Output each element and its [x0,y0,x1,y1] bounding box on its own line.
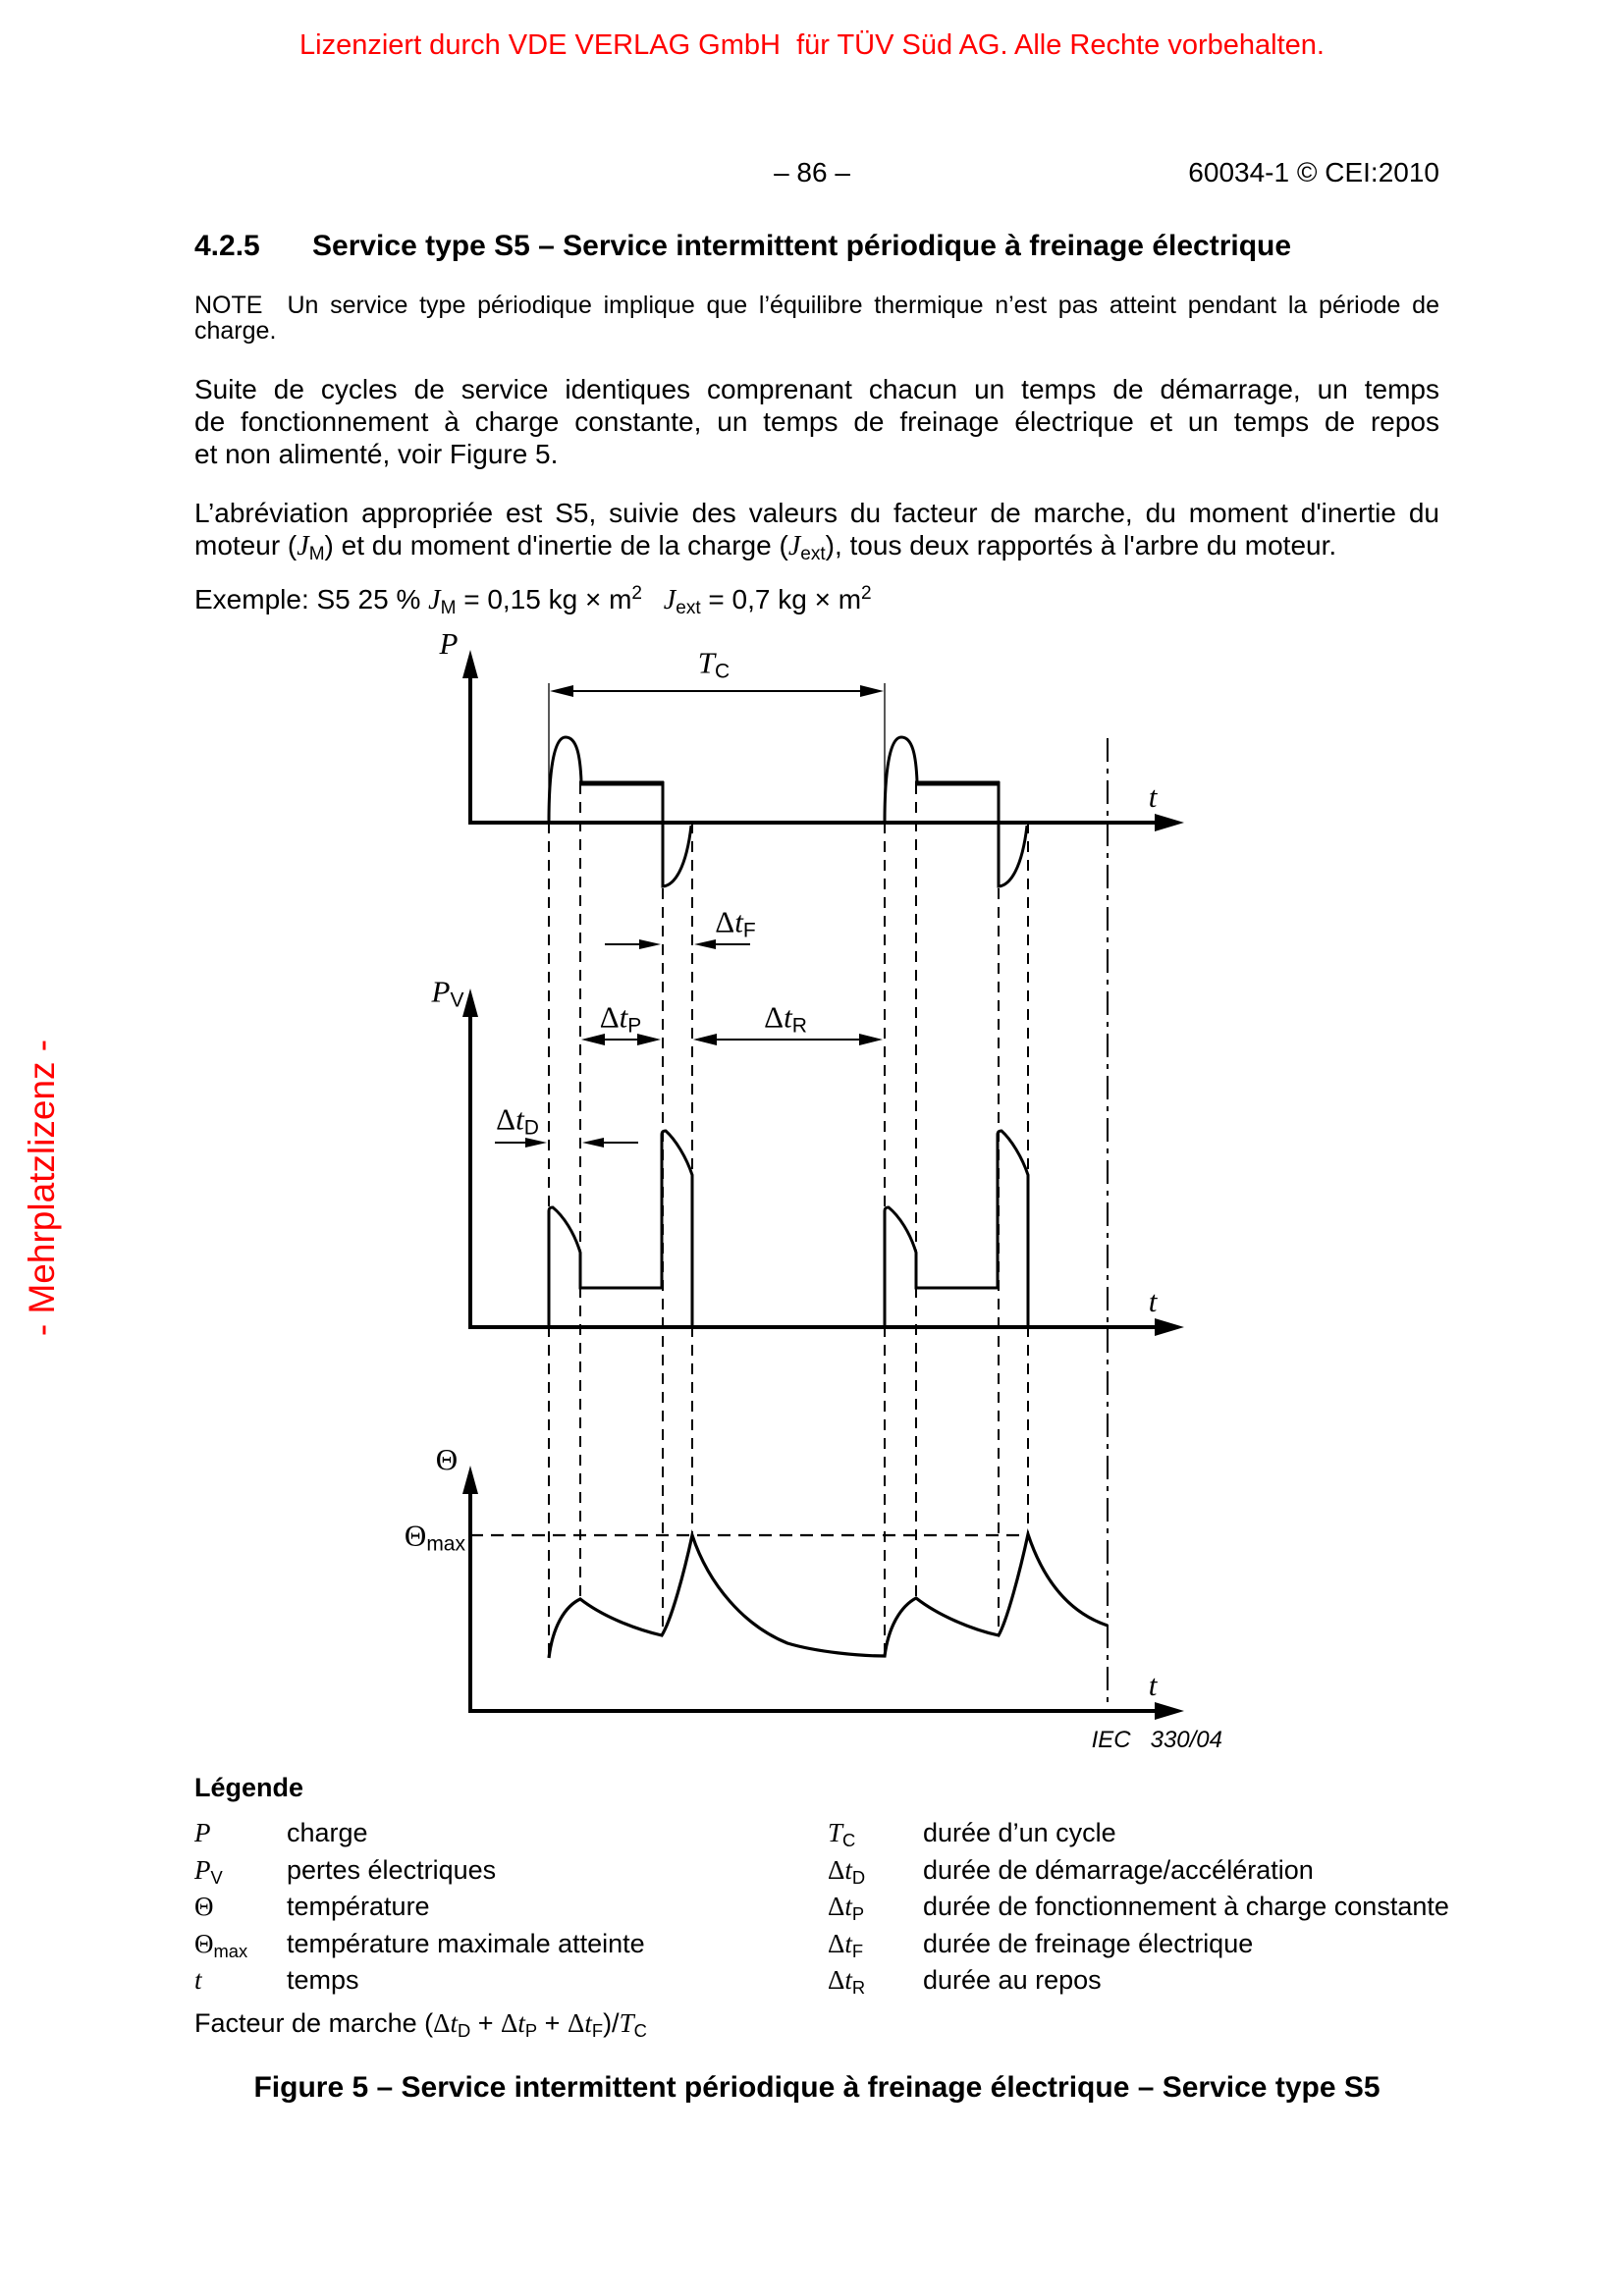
dtd-arrowhead-right [582,1138,604,1148]
pv-y-axis-arrowhead [462,988,478,1017]
legend-symbol: $\Delta t_R$ [828,1965,866,1999]
pv-x-axis-arrowhead [1155,1318,1184,1336]
legend-symbol: P [194,1818,211,1847]
dtf-arrowhead-right [694,939,716,949]
legend-row [828,1929,1449,1966]
dtd-label: $\Delta t_D$ [496,1101,539,1140]
paragraph-2-line-2: moteur $(J_M)$ et du moment d'inertie de la charge $(J_{ext})$, tous deux rapportés à l'arbre du moteur. [194,530,1337,564]
legend-row [194,1818,645,1855]
dtr-label: $\Delta t_R$ [764,999,807,1038]
t-axis-label-plot1: t [1148,779,1158,814]
figure-caption: Figure 5 – Service intermittent périodique à freinage électrique – Service type S5 [253,2071,1380,2104]
plot-load-P [462,650,1184,949]
legend-row [194,1929,645,1966]
dtr-arrowhead-left [693,1034,717,1045]
legend-symbol: $\Delta t_D$ [828,1854,866,1888]
paragraph-1-line-2: de fonctionnement à charge constante, un temps de freinage électrique et un temps de repos [194,406,1439,437]
p-start-peak-c1 [549,737,581,823]
license-banner: Lizenziert durch VDE VERLAG GmbH für TÜV Süd AG. Alle Rechte vorbehalten. [299,29,1325,61]
note-line-2: charge. [194,317,277,345]
plot-losses-PV [462,988,1184,1336]
theta-max-label: $\Theta_{max}$ [404,1518,465,1556]
legend-row [828,1855,1449,1893]
legend-symbol: Θ [194,1892,214,1922]
legend-row [828,1892,1449,1929]
p-braking-curve-c1 [663,781,691,886]
theta-y-axis-arrowhead [462,1466,478,1494]
legend-symbol: $T_C$ [828,1818,856,1850]
p-axis-label: P [439,626,459,661]
dtr-arrowhead-right [859,1034,883,1045]
paragraph-1-line-3: et non alimenté, voir Figure 5. [194,439,559,469]
duty-factor-formula: Facteur de marche $(\Delta t_D + \Delta t_P + \Delta t_F)/T_C$ [194,2008,647,2041]
legend-description: pertes électriques [287,1854,497,1885]
legend-symbol: t [194,1965,202,1996]
dtp-label: $\Delta t_P$ [599,999,642,1038]
legend-symbol: $P_V$ [194,1854,223,1888]
section-heading [194,230,1291,263]
legend-description: durée de fonctionnement à charge constante [923,1892,1449,1922]
tc-arrowhead-right [860,685,884,697]
legend-description: durée de démarrage/accélération [923,1854,1314,1885]
t-axis-label-plot3: t [1148,1668,1158,1702]
legend-row [194,1965,645,2002]
legend-row [828,1965,1449,2002]
pv-axis-label: $P_V$ [431,974,464,1012]
p-y-axis-arrowhead [462,650,478,678]
legend-description: durée d’un cycle [923,1818,1116,1847]
paragraph-1-line-1: Suite de cycles de service identiques comprenant chacun un temps de démarrage, un temps [194,374,1439,404]
legend-title: Légende [194,1773,304,1802]
pv-losses-curve-c2 [885,1131,1028,1327]
tc-arrowhead-left [550,685,573,697]
paragraph-2-line-1: L’abréviation appropriée est S5, suivie des valeurs du facteur de marche, du moment d'inertie du [194,498,1439,528]
legend-row [194,1855,645,1893]
dtf-arrowhead-left [639,939,661,949]
legend-description: temps [287,1965,359,1996]
section-title: Service type S5 – Service intermittent périodique à freinage électrique [312,230,1292,262]
p-x-axis-arrowhead [1155,814,1184,831]
theta-axis-label: Θ [435,1442,459,1476]
example-line: Exemple: S5 25 % $J_M = 0,15$ kg × $m^2$ $J_{ext} = 0,7$ kg × $m^2$ [194,583,872,618]
legend-row [828,1818,1449,1855]
page-number: – 86 – [774,157,850,187]
p-start-peak-c2 [885,737,917,823]
legend-symbol: $\Delta t_F$ [828,1928,864,1961]
legend-description: température [287,1892,430,1922]
plot-temperature-theta [462,1466,1184,1720]
legend-left-column [194,1818,645,2002]
legend-symbol: $\Theta_{max}$ [194,1928,248,1961]
figure5-diagram [0,628,1624,1777]
legend-description: température maximale atteinte [287,1928,645,1958]
theta-temperature-curve [549,1534,1108,1658]
doc-reference: 60034-1 © CEI:2010 [1188,157,1439,187]
legend-description: durée au repos [923,1965,1102,1996]
dtf-label: $\Delta t_F$ [715,904,756,942]
section-number: 4.2.5 [194,230,260,262]
note-line-1: NOTE Un service type périodique implique que l’équilibre thermique n’est pas atteint pendant la période de [194,292,1439,319]
tc-label: $T_C$ [697,645,731,683]
legend-row [194,1892,645,1929]
note-paragraph [194,293,1439,344]
watermark-vertical: - Mehrplatzlizenz - [22,1039,62,1337]
pv-losses-curve-c1 [549,1131,692,1327]
legend-right-column [828,1818,1449,2002]
paragraph-2 [194,497,1439,570]
legend-symbol: $\Delta t_P$ [828,1892,865,1924]
p-braking-curve-c2 [999,781,1027,886]
legend-description: charge [287,1818,368,1847]
theta-x-axis-arrowhead [1155,1702,1184,1720]
legend-description: durée de freinage électrique [923,1928,1254,1958]
paragraph-1 [194,373,1439,470]
t-axis-label-plot2: t [1148,1284,1158,1318]
figure-credit: IEC 330/04 [1091,1727,1222,1753]
dashed-guides [549,783,1028,1656]
